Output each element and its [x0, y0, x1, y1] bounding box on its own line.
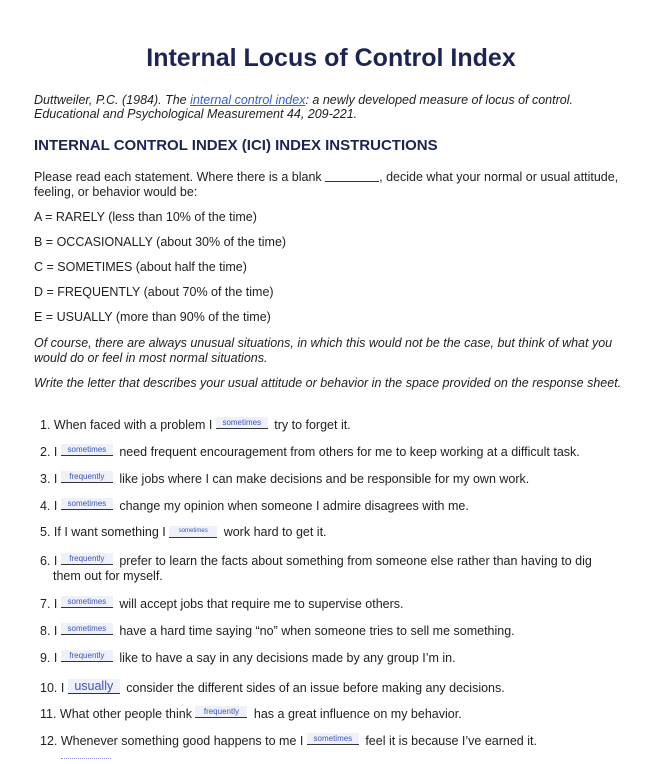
question-text-start: 6. I	[40, 554, 61, 568]
citation-journal: Educational and Psychological Measurement 44, 209-221.	[34, 107, 358, 121]
question-item	[40, 553, 630, 584]
answer-field[interactable]: frequently	[195, 706, 247, 718]
question-text-start: 1. When faced with a problem I	[40, 418, 216, 432]
question-continuation: them out for myself.	[53, 569, 163, 583]
answer-field[interactable]: sometimes	[61, 498, 113, 510]
question-text-start: 5. If I want something I	[40, 525, 170, 539]
question-text-end: try to forget it.	[270, 418, 351, 432]
answer-field[interactable]: sometimes	[307, 733, 359, 745]
question-text-end: has a great influence on my behavior.	[250, 707, 462, 721]
instructions-text-start: Please read each statement. Where there is a blank	[34, 170, 326, 184]
answer-field[interactable]: sometimes	[61, 623, 113, 635]
scale-option-c: C = SOMETIMES (about half the time)	[34, 260, 247, 274]
cut-off-next-answer-field	[61, 758, 111, 760]
answer-field[interactable]: sometimes	[61, 444, 113, 456]
note-response-sheet: Write the letter that describes your usual attitude or behavior in the space provided on the response sheet.	[34, 376, 622, 390]
scale-option-b: B = OCCASIONALLY (about 30% of the time)	[34, 235, 287, 249]
scale-option-d: D = FREQUENTLY (about 70% of the time)	[34, 285, 274, 299]
question-text-start: 9. I	[40, 651, 61, 665]
question-text-end: have a hard time saying “no” when someone tries to sell me something.	[115, 624, 515, 638]
question-item	[40, 498, 630, 514]
question-text-start: 10. I	[40, 681, 68, 695]
question-text-end: like to have a say in any decisions made by any group I’m in.	[115, 651, 456, 665]
question-text-start: 3. I	[40, 472, 61, 486]
question-text-start: 8. I	[40, 624, 61, 638]
question-text-start: 2. I	[40, 445, 61, 459]
instructions-heading: INTERNAL CONTROL INDEX (ICI) INDEX INSTRUCTIONS	[34, 137, 438, 154]
question-text-end: prefer to learn the facts about something from someone else rather than having to dig	[115, 554, 592, 568]
question-text-end: consider the different sides of an issue before making any decisions.	[122, 681, 505, 695]
question-item	[40, 444, 630, 460]
question-text-end: need frequent encouragement from others for me to keep working at a difficult task.	[115, 445, 580, 459]
question-text-end: change my opinion when someone I admire disagrees with me.	[115, 499, 469, 513]
answer-field[interactable]: usually	[68, 679, 120, 694]
question-text-start: 4. I	[40, 499, 61, 513]
question-item	[40, 417, 630, 433]
citation-text-start: Duttweiler, P.C. (1984). The	[34, 93, 191, 107]
question-item	[40, 525, 630, 540]
answer-field[interactable]: frequently	[61, 471, 113, 483]
question-item	[40, 733, 630, 749]
question-item	[40, 706, 630, 722]
citation-link[interactable]: internal control index	[190, 93, 306, 107]
instructions-paragraph	[34, 170, 634, 200]
answer-field[interactable]: sometimes	[169, 526, 217, 538]
instructions-text-end: , decide what your normal or usual attitude, feeling, or behavior would be:	[34, 170, 619, 199]
question-item	[40, 471, 630, 487]
question-text-start: 7. I	[40, 597, 61, 611]
answer-field[interactable]: sometimes	[216, 417, 268, 429]
question-text-start: 12. Whenever something good happens to me I	[40, 734, 307, 748]
note-unusual-situations: Of course, there are always unusual situations, in which this would not be the case, but think of what you would do or feel in most normal situations.	[34, 336, 613, 365]
answer-field[interactable]: frequently	[61, 650, 113, 662]
question-item	[40, 679, 630, 696]
answer-field[interactable]: frequently	[61, 553, 113, 565]
question-text-end: will accept jobs that require me to supervise others.	[115, 597, 404, 611]
citation-text-end: : a newly developed measure of locus of control.	[305, 93, 573, 107]
question-item	[40, 650, 630, 666]
question-text-end: like jobs where I can make decisions and be responsible for my own work.	[115, 472, 530, 486]
question-text-start: 11. What other people think	[40, 707, 196, 721]
example-blank	[325, 181, 379, 182]
page-title: Internal Locus of Control Index	[146, 44, 516, 72]
answer-field[interactable]: sometimes	[61, 596, 113, 608]
question-text-end: work hard to get it.	[220, 525, 327, 539]
question-item	[40, 596, 630, 612]
citation	[34, 93, 634, 121]
question-item	[40, 623, 630, 639]
question-text-end: feel it is because I’ve earned it.	[361, 734, 537, 748]
scale-option-a: A = RARELY (less than 10% of the time)	[34, 210, 257, 224]
scale-option-e: E = USUALLY (more than 90% of the time)	[34, 310, 271, 324]
